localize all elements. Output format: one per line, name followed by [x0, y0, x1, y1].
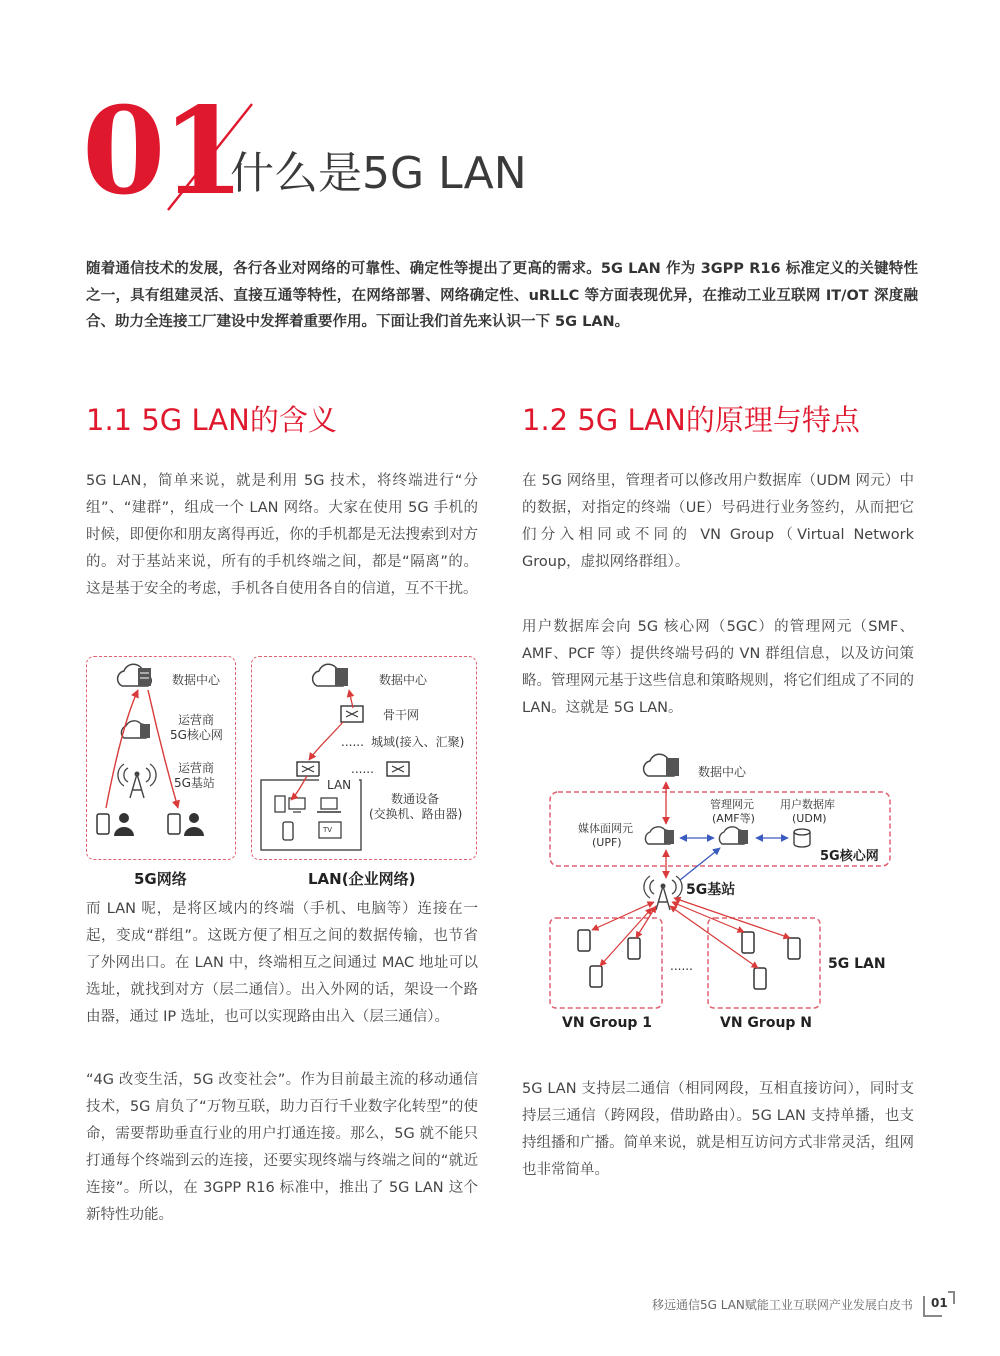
bs-label-line1: 运营商: [178, 761, 215, 775]
datacenter-label: 数据中心: [172, 673, 221, 687]
footer-title: 移远通信5G LAN赋能工业互联网产业发展白皮书: [652, 1298, 913, 1312]
lan5g-datacenter-label: 数据中心: [698, 765, 747, 779]
switch-icon: [387, 762, 409, 776]
person-icon: [114, 813, 134, 836]
diagram-5g-lan: [540, 752, 900, 1042]
phone-icon: [590, 966, 602, 987]
chapter-number: 01: [82, 81, 241, 222]
diagram-lan-caption: LAN(企业网络): [308, 870, 416, 888]
cloud-server-icon: [118, 664, 152, 686]
phone-icon: [578, 930, 590, 951]
section-1-2-paragraph-3: 5G LAN 支持层二通信（相同网段，互相直接访问），同时支持层三通信（跨网段，借助路由）。5G LAN 支持单播，也支持组播和广播。简单来说，就是相互访问方式非常灵活，组网也非常简单。: [522, 1081, 914, 1178]
section-1-1-paragraph-1: 5G LAN，简单来说，就是利用 5G 技术，将终端进行“分组”、“建群”，组成一个 LAN 网络。大家在使用 5G 手机的时候，即便你和朋友离得再近，你的手机都是无法搜索到对方的。对于基站来说，所有的手机终端之间，都是“隔离”的。这是基于安全的考虑，手机各自使用各自的信道，互不干扰。: [86, 473, 478, 597]
intro-paragraph: 随着通信技术的发展，各行各业对网络的可靠性、确定性等提出了更高的需求。5G LAN 作为 3GPP R16 标准定义的关键特性之一，具有组建灵活、直接互通等特性，在网络部署、网络确定性、uRLLC 等方面表现优异，在推动工业互联网 IT/OT 深度融合、助力全连接工厂建设中发挥着重要作用。下面让我们首先来认识一下 5G LAN。: [86, 261, 918, 330]
core-network-label: 5G核心网: [820, 849, 879, 864]
router-icon: [341, 706, 363, 722]
lan-datacenter-label: 数据中心: [379, 673, 428, 687]
upf-label-line1: 媒体面网元: [578, 822, 633, 835]
dots-label-2: ......: [351, 762, 374, 776]
vn-group-n-label: VN Group N: [720, 1015, 813, 1031]
base-station-icon: [644, 876, 682, 910]
lan5g-label: 5G LAN: [828, 956, 886, 972]
core-label-line2: 5G核心网: [170, 728, 223, 742]
chapter-title: 什么是5G LAN: [230, 148, 527, 199]
upf-server-icon: [645, 827, 674, 844]
metro-label: 城域(接入、汇聚): [371, 735, 465, 749]
amf-label-line1: 管理网元: [710, 798, 754, 811]
cloud-server-icon: [644, 754, 679, 776]
phone-icon: [788, 938, 800, 959]
phone-icon: [628, 938, 640, 959]
vn-group-1-label: VN Group 1: [562, 1015, 653, 1031]
backbone-label: 骨干网: [383, 708, 420, 722]
lan-box-label: LAN: [327, 778, 352, 792]
diagram-5g-caption: 5G网络: [134, 870, 187, 888]
diagram-lan: [251, 656, 477, 860]
udm-label-line1: 用户数据库: [780, 798, 835, 811]
amf-server-icon: [719, 827, 748, 844]
core-label-line1: 运营商: [178, 713, 215, 727]
section-1-2-title: 1.2 5G LAN的原理与特点: [522, 403, 860, 437]
phone-icon: [283, 822, 293, 840]
upf-label-line2: (UPF): [592, 836, 622, 849]
phone-icon: [754, 968, 766, 989]
section-1-2-paragraph-2: 用户数据库会向 5G 核心网（5GC）的管理网元（SMF、AMF、PCF 等）提供终端号码的 VN 群组信息，以及访问策略。管理网元基于这些信息和策略规则，将它们组成了不同的 LAN。这就是 5G LAN。: [522, 619, 914, 716]
switch-icon: [297, 762, 319, 776]
dots-label: ......: [341, 735, 364, 749]
phone-icon: [742, 932, 754, 953]
section-1-1-paragraph-2: 而 LAN 呢，是将区域内的终端（手机、电脑等）连接在一起，变成“群组”。这既方便了相互之间的数据传输，也节省了外网出口。在 LAN 中，终端相互之间通过 MAC 地址可以选址，就找到对方（层二通信）。出入外网的话，架设一个路由器，通过 IP 选址，也可以实现路由出入（层三通信）。: [86, 901, 478, 1025]
phone-icon: [97, 814, 109, 834]
section-1-1-paragraph-3: “4G 改变生活，5G 改变社会”。作为目前最主流的移动通信技术，5G 肩负了“万物互联，助力百行千业数字化转型”的使命，需要帮助垂直行业的用户打通连接。那么，5G 就不能只打通每个终端到云的连接，还要实现终端与终端之间的“就近连接”。所以，在 3GPP R16 标准中，推出了 5G LAN 这个新特性功能。: [86, 1072, 478, 1223]
laptop-icon: [317, 798, 341, 812]
section-1-2-paragraph-1: 在 5G 网络里，管理者可以修改用户数据库（UDM 网元）中的数据，对指定的终端（UE）号码进行业务签约，从而把它们分入相同或不同的 VN Group（Virtual Network Group，虚拟网络群组）。: [522, 473, 914, 570]
diagram-5g-network: [86, 656, 236, 860]
amf-label-line2: (AMF等): [712, 812, 755, 825]
bs-label-line2: 5G基站: [174, 776, 215, 790]
base-station-icon: [118, 764, 156, 798]
device-label-line1: 数通设备: [391, 792, 440, 806]
cloud-server-icon: [313, 664, 348, 686]
database-icon: [794, 829, 810, 847]
tv-label: TV: [323, 826, 333, 834]
lan5g-dots: ......: [670, 959, 693, 973]
base-station-label: 5G基站: [686, 882, 736, 898]
computer-icon: [275, 796, 305, 812]
person-icon: [184, 813, 204, 836]
page-number: 01: [931, 1296, 948, 1310]
udm-label-line2: (UDM): [792, 812, 827, 825]
section-1-1-title: 1.1 5G LAN的含义: [86, 403, 337, 437]
device-label-line2: (交换机、路由器): [369, 807, 463, 821]
phone-icon: [168, 814, 180, 834]
tv-icon: [319, 822, 341, 838]
